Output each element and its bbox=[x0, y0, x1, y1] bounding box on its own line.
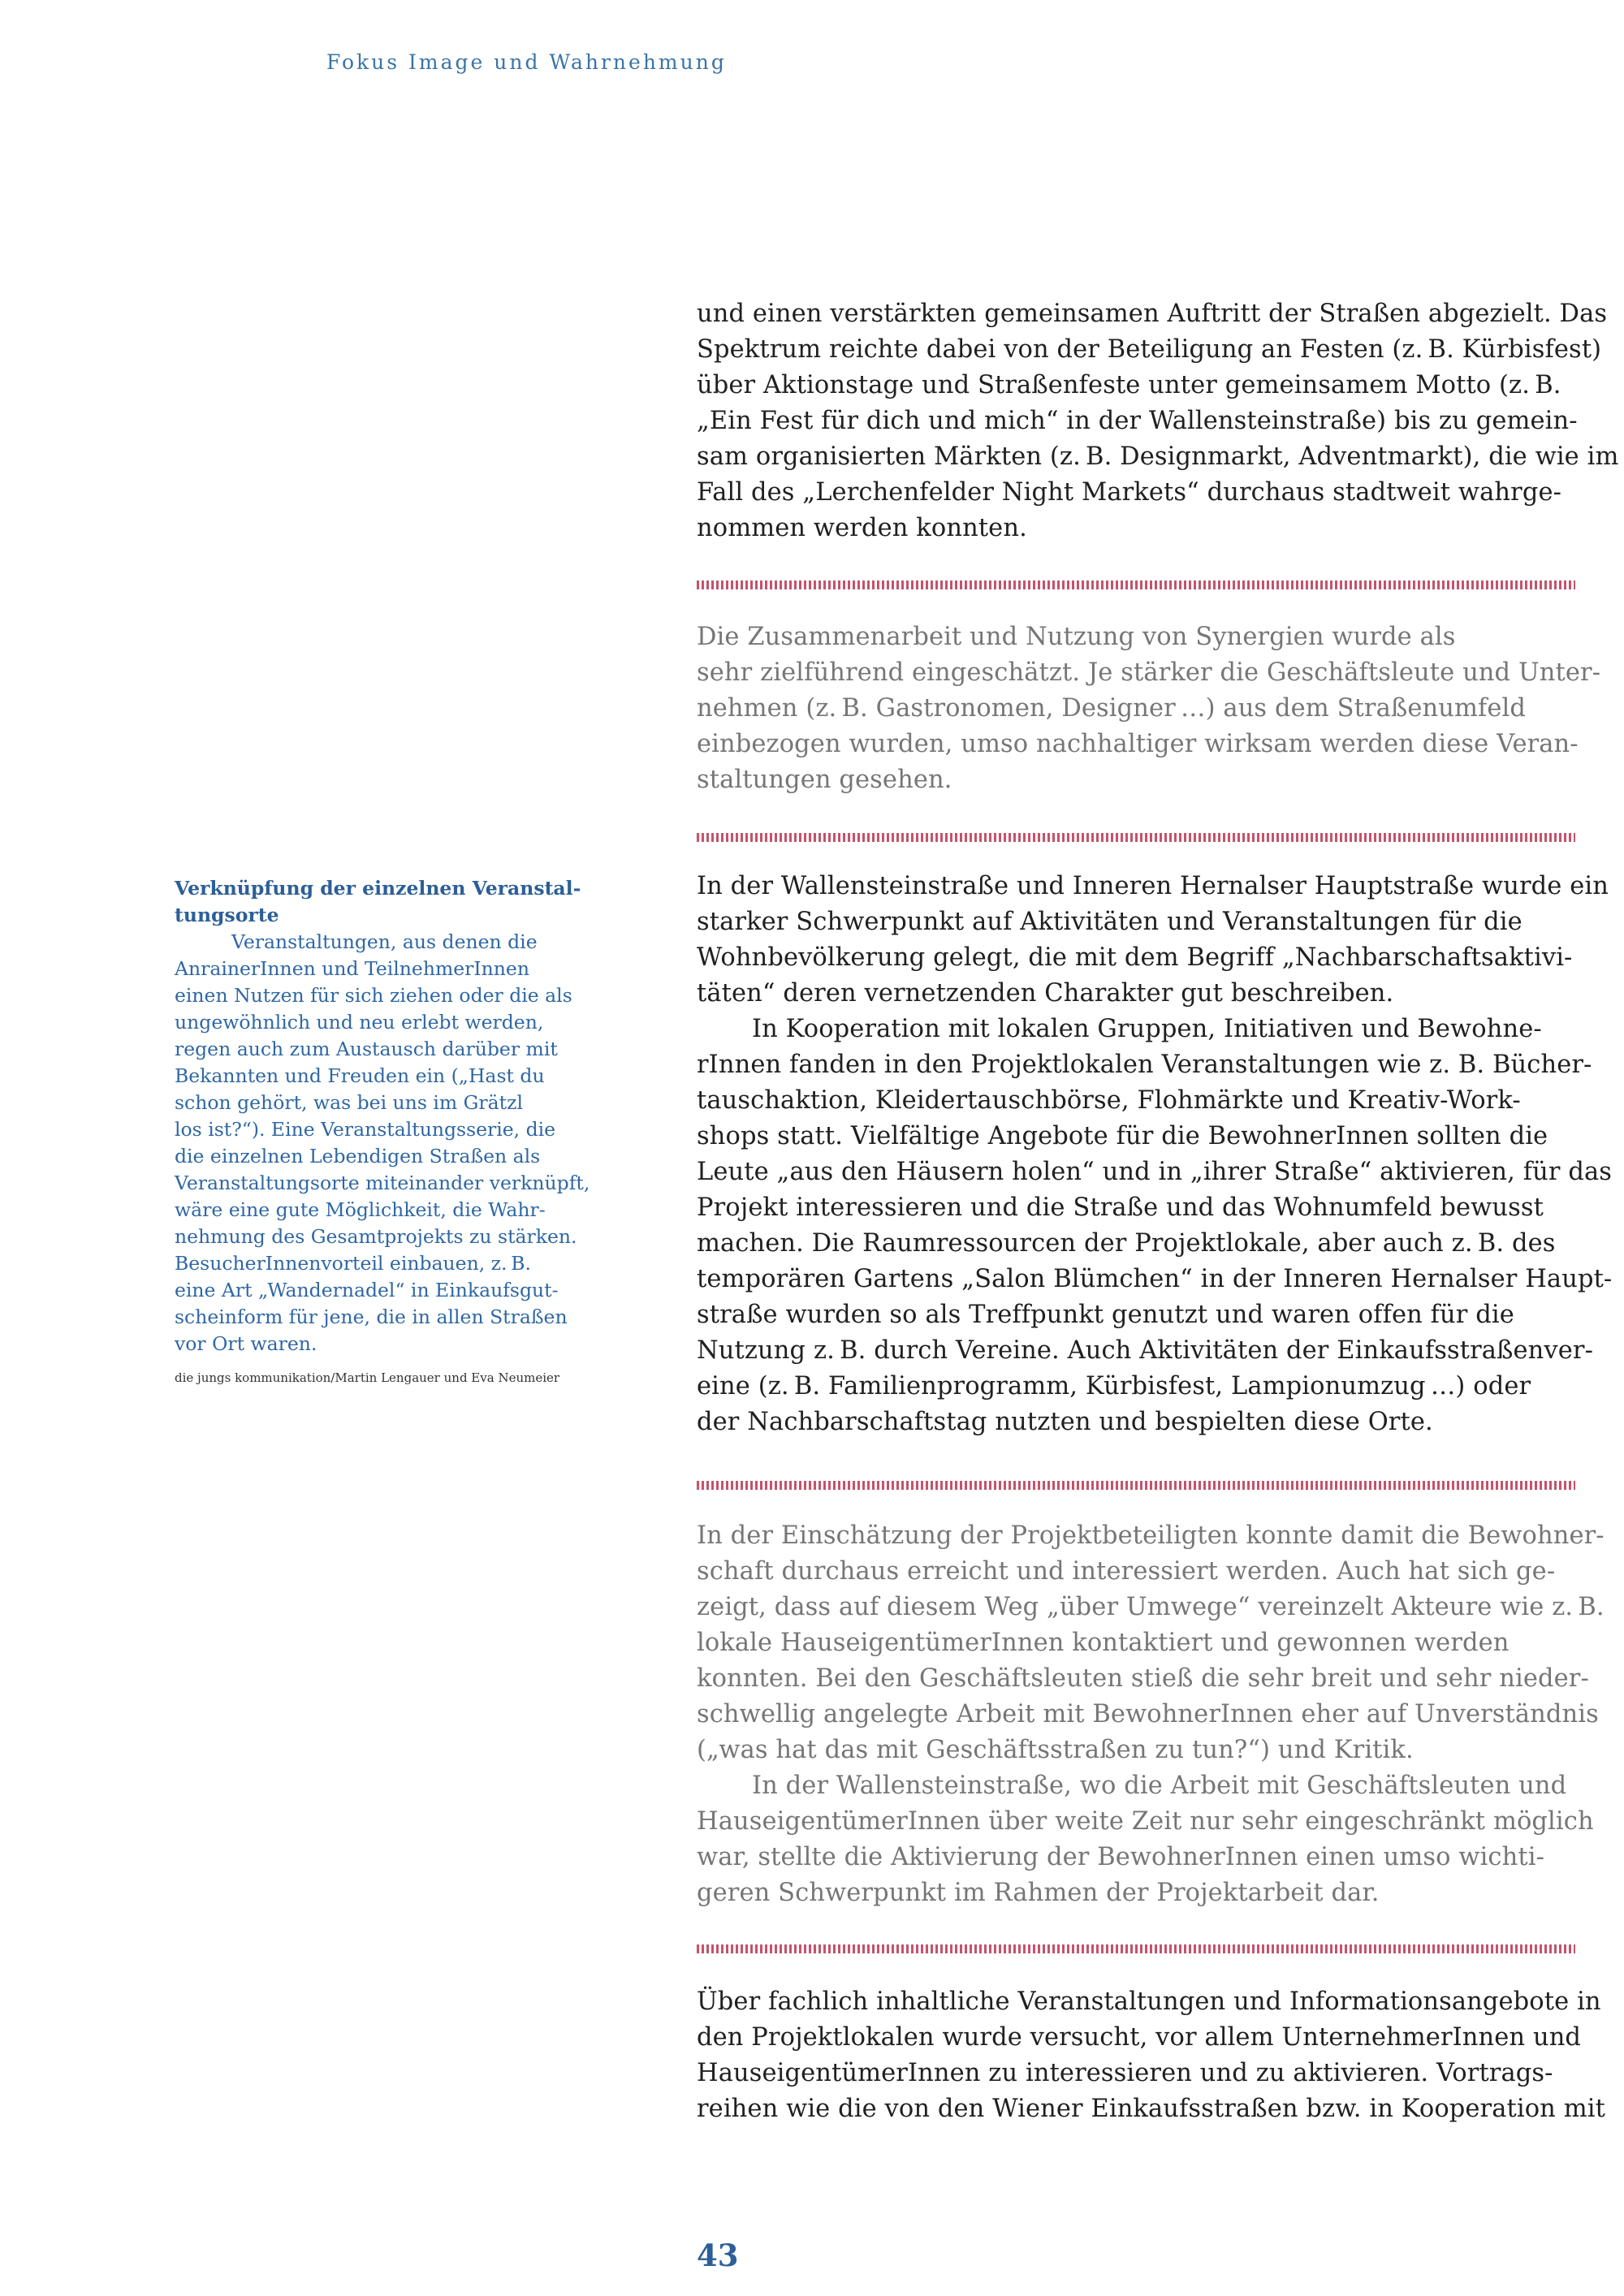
text-line: reihen wie die von den Wiener Einkaufsstraßen bzw. in Kooperation mit bbox=[697, 2095, 1605, 2123]
section-divider bbox=[697, 1481, 1575, 1490]
text-line: über Aktionstage und Straßenfeste unter gemeinsamem Motto (z. B. bbox=[697, 371, 1561, 399]
text-line: shops statt. Vielfältige Angebote für die BewohnerInnen sollten die bbox=[697, 1122, 1548, 1150]
text-line: Wohnbevölkerung gelegt, die mit dem Begriff „Nachbarschaftsaktivi- bbox=[697, 943, 1573, 972]
sidebar-line: Veranstaltungsorte miteinander verknüpft, bbox=[175, 1172, 590, 1194]
text-line: machen. Die Raumressourcen der Projektlokale, aber auch z. B. des bbox=[697, 1229, 1556, 1258]
text-line: straße wurden so als Treffpunkt genutzt und waren offen für die bbox=[697, 1301, 1514, 1329]
sidebar-line: die einzelnen Lebendigen Straßen als bbox=[175, 1145, 541, 1167]
sidebar-line: Bekannten und Freuden ein („Hast du bbox=[175, 1064, 545, 1087]
text-line: Fall des „Lerchenfelder Night Markets“ durchaus stadtweit wahrge- bbox=[697, 478, 1562, 507]
sidebar-line: nehmung des Gesamtprojekts zu stärken. bbox=[175, 1225, 577, 1248]
text-line: Projekt interessieren und die Straße und das Wohnumfeld bewusst bbox=[697, 1193, 1544, 1222]
text-line: In der Wallensteinstraße, wo die Arbeit mit Geschäftsleuten und bbox=[752, 1772, 1567, 1800]
sidebar-line: einen Nutzen für sich ziehen oder die als bbox=[175, 984, 572, 1007]
text-line: täten“ deren vernetzenden Charakter gut beschreiben. bbox=[697, 979, 1394, 1008]
sidebar-note bbox=[175, 875, 629, 1387]
text-line: sehr zielführend eingeschätzt. Je stärker die Geschäftsleute und Unter- bbox=[697, 658, 1601, 687]
text-line: konnten. Bei den Geschäftsleuten stieß die sehr breit und sehr nieder- bbox=[697, 1664, 1589, 1693]
text-line: Spektrum reichte dabei von der Beteiligung an Festen (z. B. Kürbisfest) bbox=[697, 335, 1602, 364]
running-header: Fokus Image und Wahrnehmung bbox=[326, 50, 727, 74]
text-line: sam organisierten Märkten (z. B. Designmarkt, Adventmarkt), die wie im bbox=[697, 442, 1619, 471]
sidebar-line: regen auch zum Austausch darüber mit bbox=[175, 1038, 558, 1060]
text-line: tauschaktion, Kleidertauschbörse, Flohmärkte und Kreativ-Work- bbox=[697, 1086, 1521, 1115]
sidebar-line: Veranstaltungen, aus denen die bbox=[231, 930, 538, 953]
text-line: den Projektlokalen wurde versucht, vor allem UnternehmerInnen und bbox=[697, 2023, 1582, 2052]
text-line: nommen werden konnten. bbox=[697, 514, 1027, 542]
text-line: schaft durchaus erreicht und interessiert werden. Auch hat sich ge- bbox=[697, 1557, 1556, 1586]
text-line: zeigt, dass auf diesem Weg „über Umwege“ vereinzelt Akteure wie z. B. bbox=[697, 1593, 1605, 1621]
text-line: In Kooperation mit lokalen Gruppen, Initiativen und Bewohne- bbox=[752, 1015, 1542, 1043]
text-line: Die Zusammenarbeit und Nutzung von Synergien wurde als bbox=[697, 623, 1456, 651]
text-line: der Nachbarschaftstag nutzten und bespielten diese Orte. bbox=[697, 1408, 1433, 1436]
text-line: Leute „aus den Häusern holen“ und in „ihrer Straße“ aktivieren, für das bbox=[697, 1158, 1612, 1186]
text-line: und einen verstärkten gemeinsamen Auftritt der Straßen abgezielt. Das bbox=[697, 300, 1608, 328]
section-divider bbox=[697, 580, 1575, 589]
paragraph-information bbox=[697, 1984, 1605, 2127]
text-line: schwellig angelegte Arbeit mit BewohnerInnen eher auf Unverständnis bbox=[697, 1700, 1599, 1728]
text-line: nehmen (z. B. Gastronomen, Designer …) aus dem Straßenumfeld bbox=[697, 694, 1527, 723]
text-line: Nutzung z. B. durch Vereine. Auch Aktivitäten der Einkaufsstraßenver- bbox=[697, 1336, 1593, 1365]
sidebar-line: wäre eine gute Möglichkeit, die Wahr- bbox=[175, 1198, 546, 1221]
sidebar-credit: die jungs kommunikation/Martin Lengauer und Eva Neumeier bbox=[175, 1370, 560, 1385]
text-line: temporären Gartens „Salon Blümchen“ in der Inneren Hernalser Haupt- bbox=[697, 1265, 1613, 1293]
sidebar-line: eine Art „Wandernadel“ in Einkaufsgut- bbox=[175, 1279, 559, 1301]
sidebar-line: los ist?“). Eine Veranstaltungsserie, die bbox=[175, 1118, 556, 1141]
sidebar-heading: tungsorte bbox=[175, 904, 279, 926]
text-line: In der Einschätzung der Projektbeteiligten konnte damit die Bewohner- bbox=[697, 1521, 1605, 1550]
sidebar-heading: Verknüpfung der einzelnen Veranstal- bbox=[175, 877, 581, 900]
text-line: einbezogen wurden, umso nachhaltiger wirksam werden diese Veran- bbox=[697, 730, 1579, 758]
text-line: HauseigentümerInnen über weite Zeit nur sehr eingeschränkt möglich bbox=[697, 1807, 1594, 1836]
sidebar-line: schon gehört, was bei uns im Grätzl bbox=[175, 1091, 523, 1114]
text-line: starker Schwerpunkt auf Aktivitäten und Veranstaltungen für die bbox=[697, 908, 1522, 936]
text-line: eine (z. B. Familienprogramm, Kürbisfest, Lampionumzug …) oder bbox=[697, 1372, 1531, 1400]
text-line: lokale HauseigentümerInnen kontaktiert und gewonnen werden bbox=[697, 1629, 1510, 1657]
sidebar-line: scheinform für jene, die in allen Straßen bbox=[175, 1306, 568, 1328]
section-divider bbox=[697, 833, 1575, 842]
sidebar-line: BesucherInnenvorteil einbauen, z. B. bbox=[175, 1252, 531, 1275]
text-line: staltungen gesehen. bbox=[697, 766, 952, 794]
text-line: „Ein Fest für dich und mich“ in der Wallensteinstraße) bis zu gemein- bbox=[697, 407, 1578, 435]
text-line: In der Wallensteinstraße und Inneren Hernalser Hauptstraße wurde ein bbox=[697, 872, 1609, 900]
sidebar-line: ungewöhnlich und neu erlebt werden, bbox=[175, 1011, 544, 1034]
page-number: 43 bbox=[697, 2238, 739, 2273]
text-line: („was hat das mit Geschäftsstraßen zu tun?“) und Kritik. bbox=[697, 1736, 1414, 1764]
assessment-residents bbox=[697, 1518, 1605, 1911]
assessment-synergies bbox=[697, 619, 1601, 798]
sidebar-line: vor Ort waren. bbox=[175, 1332, 317, 1355]
text-line: Über fachlich inhaltliche Veranstaltungen und Informationsangebote in bbox=[697, 1987, 1601, 2016]
text-line: war, stellte die Aktivierung der BewohnerInnen einen umso wichti- bbox=[697, 1843, 1544, 1871]
text-line: geren Schwerpunkt im Rahmen der Projektarbeit dar. bbox=[697, 1879, 1380, 1907]
paragraph-neighbourhood bbox=[697, 869, 1613, 1440]
text-line: rInnen fanden in den Projektlokalen Veranstaltungen wie z. B. Bücher- bbox=[697, 1051, 1592, 1079]
sidebar-line: AnrainerInnen und TeilnehmerInnen bbox=[175, 957, 529, 980]
text-line: HauseigentümerInnen zu interessieren und zu aktivieren. Vortrags- bbox=[697, 2059, 1553, 2087]
paragraph-festivals bbox=[697, 296, 1619, 546]
section-divider bbox=[697, 1944, 1575, 1953]
